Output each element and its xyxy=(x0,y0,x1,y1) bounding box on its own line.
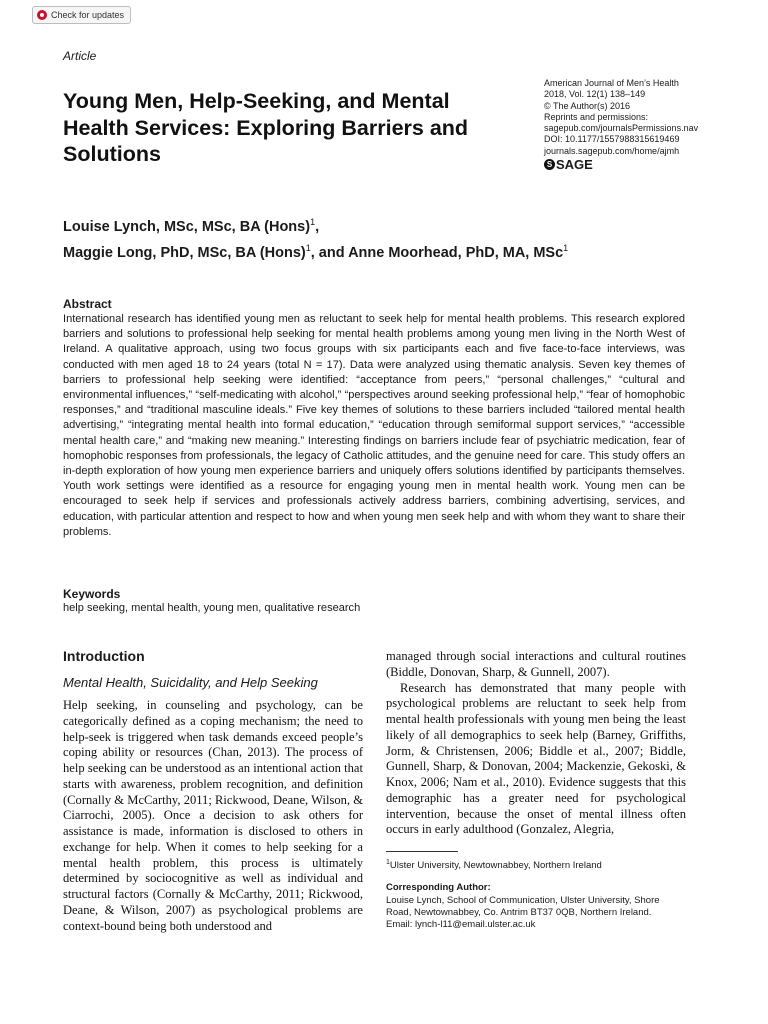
corresponding-author-email[interactable]: Email: lynch-l11@email.ulster.ac.uk xyxy=(386,919,536,931)
author-line-2 xyxy=(63,238,568,264)
permissions-link[interactable]: sagepub.com/journalsPermissions.nav xyxy=(544,123,699,134)
article-title: Young Men, Help-Seeking, and Mental Health Services: Exploring Barriers and Solutions xyxy=(63,89,469,166)
keywords-text: help seeking, mental health, young men, qualitative research xyxy=(63,602,361,614)
author-list xyxy=(63,212,568,264)
body-paragraph: Research has demonstrated that many people with psychological problems are reluctant to seek help from mental health professionals with young men being the least likely of all demographics to seek help (Barney, Griffiths, Jorm, & Christensen, 2006; Biddle et al., 2007; Biddle, Gunnell, Sharp, & Donovan, 2004; Mackenzie, Gekoski, & Knox, 2006; Nam et al., 2010). Evidence suggests that this demographic has a greater need for psychological intervention, because the onset of mental illness often occurs in early adulthood (Gonzalez, Alegria, xyxy=(386,680,686,837)
corresponding-author-heading: Corresponding Author: xyxy=(386,882,491,893)
corresponding-author-address-1: Louise Lynch, School of Communication, Ulster University, Shore xyxy=(386,895,660,906)
check-for-updates-label: Check for updates xyxy=(51,10,125,20)
author-affiliation-marker: 1 xyxy=(563,242,569,253)
article-type-label: Article xyxy=(63,49,97,63)
author-separator: , xyxy=(315,218,320,235)
abstract-text: International research has identified young men as reluctant to seek help for mental health problems. This research explored barriers and solutions to professional help seeking for mental health problems among young men living in the North West of Ireland. A qualitative approach, using two focus groups with six participants each and five face-to-face interviews, was conducted with men aged 18 to 24 years (total N = 17). Data were analyzed using thematic analysis. Seven key themes of barriers to professional help seeking were identified: “acceptance from peers,” “personal challenges,” “cultural and environmental influences,” “self-medicating with alcohol,” “perspectives around seeking professional help,” “fear of homophobic responses,” and “traditional masculine ideals.” Five key themes of solutions to these barriers included “tailored mental health advertising,” “integrating mental health into formal education,” “education through semiformal support services,” “accessible mental health care,” and “making new meaning.” Interesting findings on barriers include fear of psychiatric medication, fear of homophobic responses from professionals, the legacy of Catholic attitudes, and the genuine need for care. This study offers an in-depth exploration of how young men experience barriers and uniquely offers solutions identified by participants themselves. Youth work settings were identified as a resource for engaging young men in mental health work. Young men can be encouraged to seek help if services and professionals actively address barriers, combining advertising, services, and education, with particular attention and respect to how and when young men seek help and with whom they want to share their problems. xyxy=(63,313,685,538)
affiliation-footnote xyxy=(386,859,602,871)
affiliation-marker: 1 xyxy=(386,859,390,866)
body-text-right-column xyxy=(386,649,686,838)
update-icon xyxy=(37,10,47,20)
author-moorhead: , and Anne Moorhead, PhD, MA, MSc xyxy=(310,244,564,261)
footnote-divider xyxy=(386,851,458,852)
journal-home-link[interactable]: journals.sagepub.com/home/ajmh xyxy=(544,145,680,156)
corresponding-author-address-2: Road, Newtownabbey, Co. Antrim BT37 0QB, Northern Ireland. xyxy=(386,907,652,919)
journal-volume: 2018, Vol. 12(1) 138–149 xyxy=(544,89,646,100)
corresponding-author-details xyxy=(386,895,686,932)
reprints-label: Reprints and permissions: xyxy=(544,111,649,122)
copyright: © The Author(s) 2016 xyxy=(544,100,631,111)
publisher-name: SAGE xyxy=(556,157,593,173)
author-lynch: Louise Lynch, MSc, MSc, BA (Hons) xyxy=(63,218,311,235)
section-subheading: Mental Health, Suicidality, and Help Seeking xyxy=(63,675,318,690)
keywords-heading: Keywords xyxy=(63,587,121,601)
doi-link[interactable]: DOI: 10.1177/1557988315619469 xyxy=(544,134,680,145)
journal-name: American Journal of Men’s Health xyxy=(544,78,679,88)
sage-logo-icon: S xyxy=(544,159,555,170)
journal-info xyxy=(544,78,744,173)
body-text-left-column: Help seeking, in counseling and psychology, can be categorically defined as a coping mechanism; the need to help-seek is triggered when task demands exceed people’s coping ability or resources (Chan, 2013). The process of help seeking can be understood as an intentional action that starts with awareness, problem recognition, and definition (Cornally & McCarthy, 2011; Rickwood, Deane, Wilson, & Ciarrochi, 2005). Once a decision to ask others for assistance is made, information is disclosed to others in exchange for help. When it comes to help seeking for a mental health problem, this process is ultimately determined by sociocognitive as well as individual and structural factors (Cornally & McCarthy, 2011; Rickwood, Deane, & Wilson, 2007) as psychological problems are context-bound being both understood and xyxy=(63,698,363,933)
abstract-heading: Abstract xyxy=(63,297,112,311)
body-paragraph: managed through social interactions and cultural routines (Biddle, Donovan, Sharp, & Gunnell, 2007). xyxy=(386,649,686,679)
author-line-1 xyxy=(63,212,568,238)
check-for-updates-badge[interactable] xyxy=(32,6,131,24)
author-affiliation-marker: 1 xyxy=(310,217,316,227)
publisher-logo xyxy=(544,157,744,173)
author-affiliation-marker: 1 xyxy=(305,242,311,253)
introduction-heading: Introduction xyxy=(63,648,145,664)
author-long: Maggie Long, PhD, MSc, BA (Hons) xyxy=(63,244,306,261)
affiliation-text: Ulster University, Newtownabbey, Northern Ireland xyxy=(389,860,602,872)
